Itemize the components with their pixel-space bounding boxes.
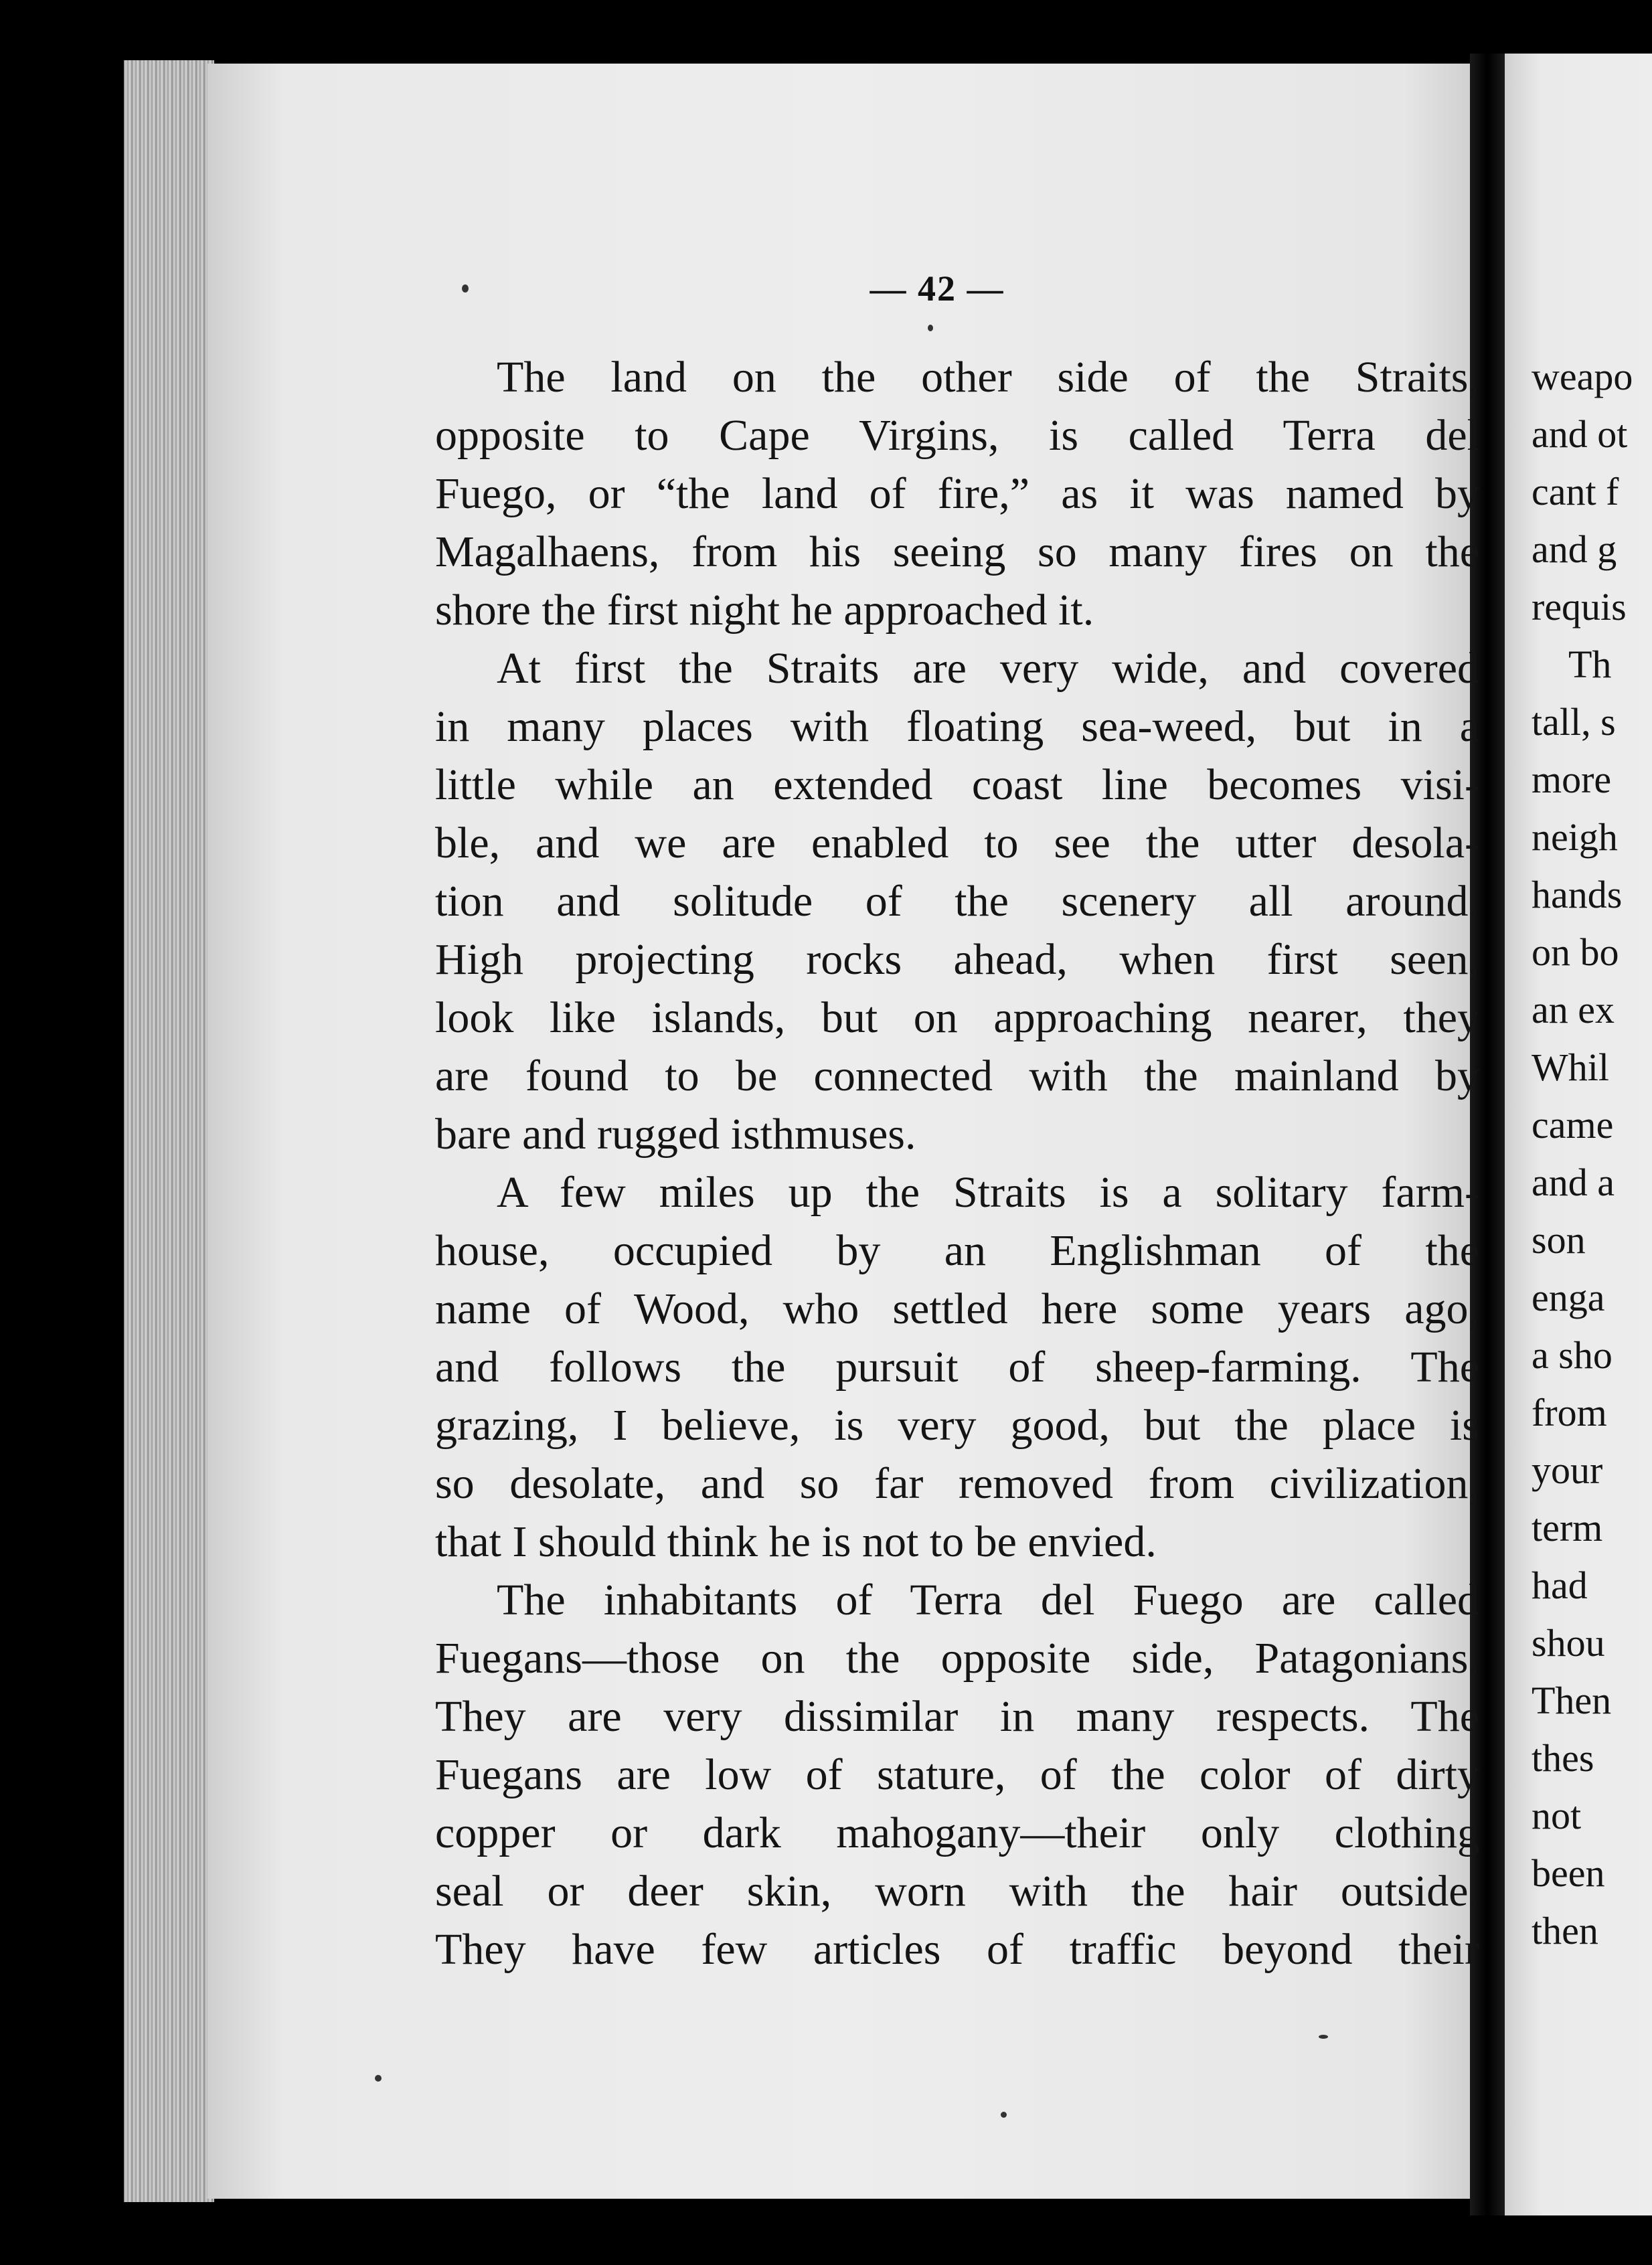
fragment-line: shou	[1532, 1621, 1605, 1665]
fragment-line: requis	[1532, 585, 1627, 628]
text-line: The land on the other side of the Straits,	[497, 353, 1479, 402]
fragment-line: more	[1532, 758, 1612, 801]
text-line: tion and solitude of the scenery all around.	[435, 877, 1479, 926]
text-line: look like islands, but on approaching nearer, they	[435, 993, 1479, 1042]
fragment-line: on bo	[1532, 930, 1619, 974]
text-line: A few miles up the Straits is a solitary farm-	[497, 1168, 1479, 1217]
fragment-line: son	[1532, 1218, 1586, 1262]
fragment-line: Th	[1568, 643, 1612, 686]
scan-speck	[928, 325, 933, 331]
right-page-text-fragments	[1532, 348, 1652, 1960]
fragment-line: your	[1532, 1448, 1603, 1492]
paragraph	[435, 639, 1479, 1163]
fragment-line: had	[1532, 1564, 1588, 1607]
text-line: Magalhaens, from his seeing so many fires on the	[435, 527, 1479, 576]
fragment-line: thes	[1532, 1736, 1594, 1780]
paragraph	[435, 1571, 1479, 1979]
text-line: house, occupied by an Englishman of the	[435, 1226, 1479, 1275]
text-line: Fuego, or “the land of fire,” as it was named by	[435, 469, 1479, 518]
text-line: that I should think he is not to be envied.	[435, 1517, 1157, 1566]
text-line: Fuegans—those on the opposite side, Patagonians.	[435, 1634, 1479, 1683]
fragment-line: not	[1532, 1794, 1582, 1837]
text-line: shore the first night he approached it.	[435, 586, 1094, 635]
text-line: ble, and we are enabled to see the utter desola-	[435, 819, 1479, 867]
text-line: At first the Straits are very wide, and covered	[497, 644, 1479, 693]
fragment-line: neigh	[1532, 815, 1618, 859]
text-line: in many places with floating sea-weed, but in a	[435, 702, 1479, 751]
fragment-line: Then	[1532, 1679, 1612, 1722]
fragment-line: and a	[1532, 1161, 1615, 1204]
fragment-line: a sho	[1532, 1333, 1613, 1377]
page-body-text	[435, 348, 1479, 1979]
text-line: High projecting rocks ahead, when first seen,	[435, 935, 1479, 984]
text-line: name of Wood, who settled here some years ago,	[435, 1284, 1479, 1333]
text-line: They are very dissimilar in many respects. The	[435, 1692, 1479, 1741]
scan-speck	[1001, 2112, 1007, 2118]
fragment-line: hands	[1532, 873, 1623, 916]
fragment-line: enga	[1532, 1276, 1605, 1319]
text-line: Fuegans are low of stature, of the color of dirty	[435, 1750, 1479, 1799]
text-line: are found to be connected with the mainland by	[435, 1052, 1479, 1100]
text-line: The inhabitants of Terra del Fuego are called	[497, 1576, 1479, 1624]
fragment-line: cant f	[1532, 470, 1619, 513]
text-line: little while an extended coast line becomes visi-	[435, 760, 1479, 809]
fragment-line: and g	[1532, 527, 1617, 571]
fragment-line: then	[1532, 1909, 1598, 1952]
fragment-line: from	[1532, 1391, 1607, 1434]
text-line: copper or dark mahogany—their only clothing	[435, 1809, 1479, 1857]
scan-speck	[375, 2075, 382, 2082]
text-line: seal or deer skin, worn with the hair outside.	[435, 1867, 1479, 1916]
fragment-line: Whil	[1532, 1045, 1609, 1089]
page-edges	[124, 60, 214, 2202]
text-line: grazing, I believe, is very good, but the place is	[435, 1401, 1479, 1450]
text-line: bare and rugged isthmuses.	[435, 1110, 916, 1159]
scan-speck	[462, 284, 469, 292]
fragment-line: and ot	[1532, 412, 1628, 456]
fragment-line: term	[1532, 1506, 1603, 1549]
text-line: so desolate, and so far removed from civilization,	[435, 1459, 1479, 1508]
paragraph	[435, 1163, 1479, 1571]
fragment-line: came	[1532, 1103, 1614, 1147]
fragment-line: an ex	[1532, 988, 1615, 1031]
text-line: and follows the pursuit of sheep-farming. The	[435, 1343, 1479, 1392]
paragraph	[435, 348, 1479, 639]
fragment-line: weapo	[1532, 355, 1633, 398]
scan-speck	[1319, 2035, 1328, 2039]
text-line: They have few articles of traffic beyond their	[435, 1925, 1479, 1974]
text-line: opposite to Cape Virgins, is called Terra del	[435, 411, 1479, 460]
fragment-line: tall, s	[1532, 700, 1616, 744]
page-number: — 42 —	[870, 268, 1005, 309]
fragment-line: been	[1532, 1851, 1605, 1895]
